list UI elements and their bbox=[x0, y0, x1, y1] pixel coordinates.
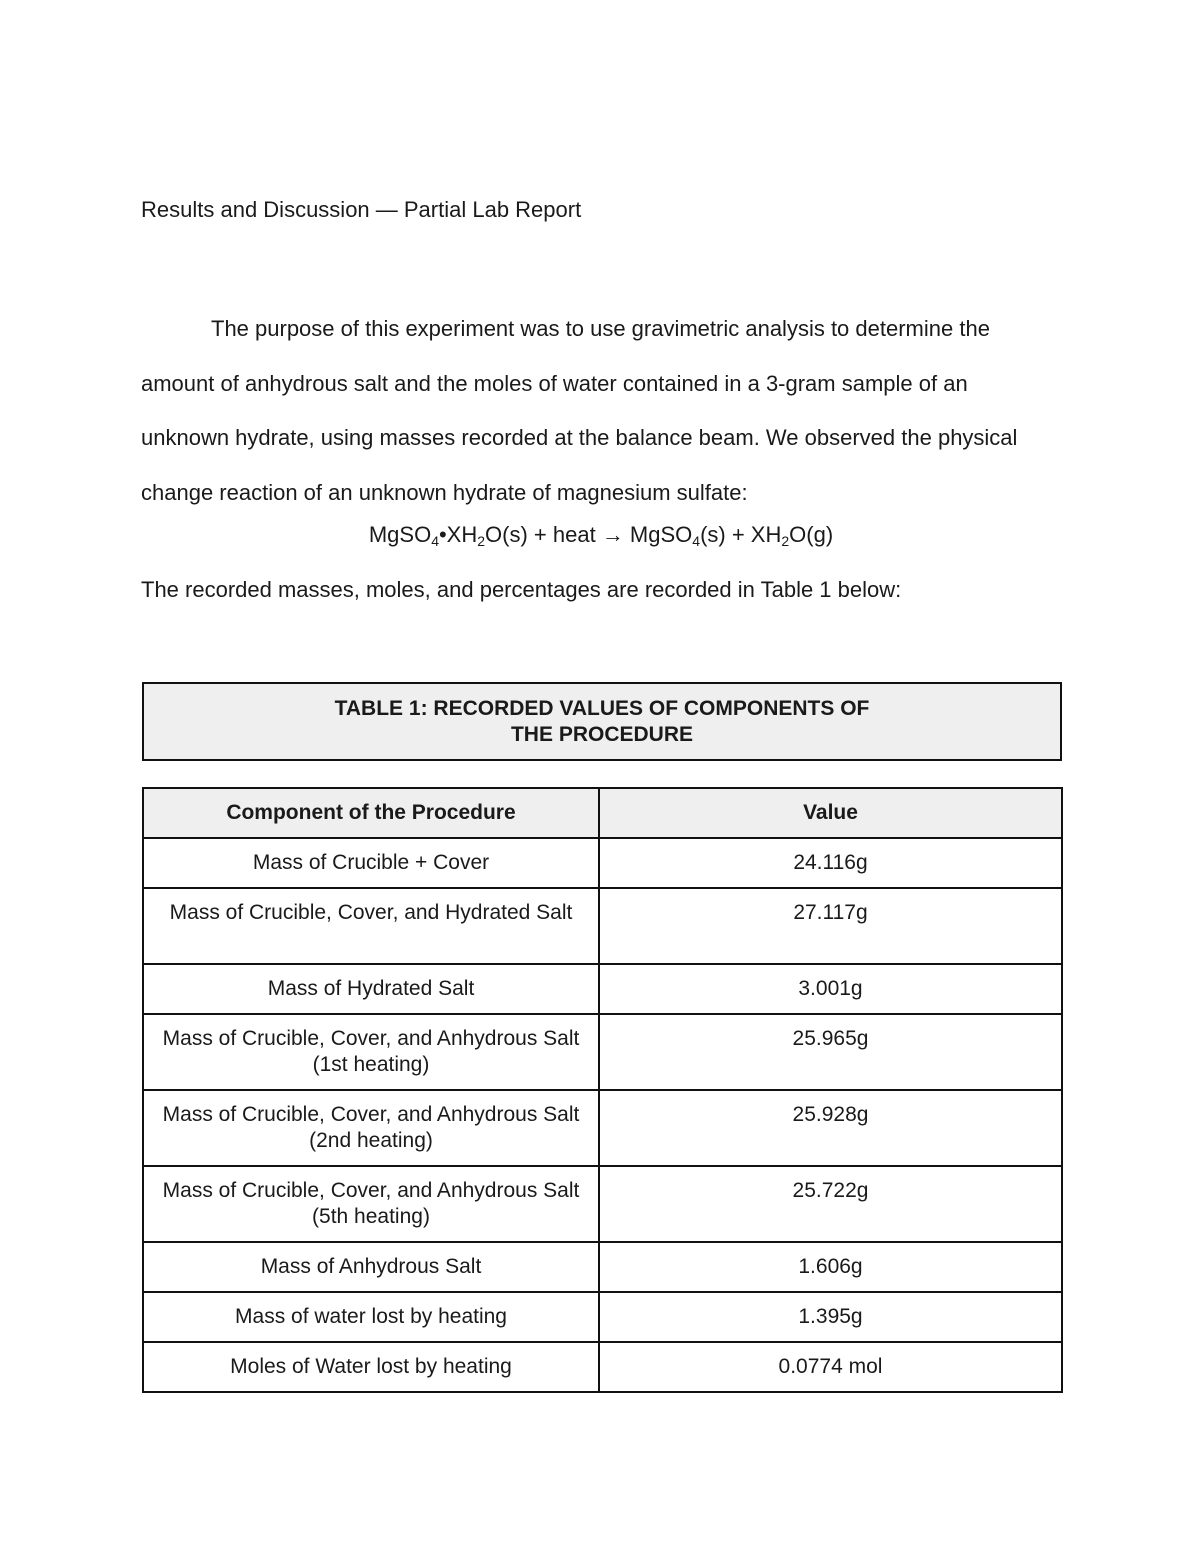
report-heading: Results and Discussion — Partial Lab Report bbox=[141, 197, 582, 222]
table-row bbox=[143, 1090, 1062, 1166]
component-cell: Mass of Anhydrous Salt bbox=[143, 1242, 599, 1292]
table-header-row bbox=[143, 788, 1062, 838]
component-cell: Mass of Crucible, Cover, and Anhydrous Salt (2nd heating) bbox=[143, 1090, 599, 1166]
table-row bbox=[143, 888, 1062, 964]
results-table bbox=[142, 787, 1063, 1393]
table-title-line: THE PROCEDURE bbox=[510, 722, 694, 746]
value-cell: 25.965g bbox=[599, 1014, 1062, 1090]
component-cell: Mass of water lost by heating bbox=[143, 1292, 599, 1342]
table-row bbox=[143, 1166, 1062, 1242]
value-cell: 25.722g bbox=[599, 1166, 1062, 1242]
chemical-equation bbox=[141, 520, 1061, 550]
component-cell: Mass of Crucible, Cover, and Anhydrous Salt (5th heating) bbox=[143, 1166, 599, 1242]
table-row bbox=[143, 838, 1062, 888]
equation-part: (s) + XH bbox=[700, 522, 782, 547]
table-title-line: TABLE 1: RECORDED VALUES OF COMPONENTS OF bbox=[334, 696, 870, 720]
purpose-paragraph bbox=[141, 302, 1061, 520]
table-intro-text: The recorded masses, moles, and percentages are recorded in Table 1 below: bbox=[141, 577, 902, 602]
table-row bbox=[143, 1342, 1062, 1392]
equation-subscript: 2 bbox=[477, 533, 486, 549]
equation-part: O(s) + heat → MgSO bbox=[485, 522, 693, 547]
purpose-paragraph-text: The purpose of this experiment was to use gravimetric analysis to determine the amount of anhydrous salt and the moles of water contained in a 3-gram sample of an unknown hydrate, using masses recorded at the balance beam. We observed the physical change reaction of an unknown hydrate of magnesium sulfate: bbox=[141, 316, 1018, 505]
table-row bbox=[143, 1242, 1062, 1292]
equation-part: •XH bbox=[438, 522, 478, 547]
value-cell: 27.117g bbox=[599, 888, 1062, 964]
value-cell: 0.0774 mol bbox=[599, 1342, 1062, 1392]
equation-part: MgSO bbox=[368, 522, 432, 547]
table-title bbox=[282, 696, 922, 748]
component-cell: Mass of Hydrated Salt bbox=[143, 964, 599, 1014]
table-title-box bbox=[142, 682, 1062, 761]
component-cell: Mass of Crucible + Cover bbox=[143, 838, 599, 888]
column-header-component: Component of the Procedure bbox=[143, 788, 599, 838]
equation-subscript: 4 bbox=[431, 533, 439, 549]
equation-subscript: 2 bbox=[781, 533, 790, 549]
component-cell: Moles of Water lost by heating bbox=[143, 1342, 599, 1392]
equation-subscript: 4 bbox=[692, 533, 701, 549]
value-cell: 3.001g bbox=[599, 964, 1062, 1014]
value-cell: 24.116g bbox=[599, 838, 1062, 888]
value-cell: 25.928g bbox=[599, 1090, 1062, 1166]
value-cell: 1.395g bbox=[599, 1292, 1062, 1342]
component-cell: Mass of Crucible, Cover, and Hydrated Salt bbox=[143, 888, 599, 964]
table-row bbox=[143, 964, 1062, 1014]
column-header-value: Value bbox=[599, 788, 1062, 838]
value-cell: 1.606g bbox=[599, 1242, 1062, 1292]
component-cell: Mass of Crucible, Cover, and Anhydrous Salt (1st heating) bbox=[143, 1014, 599, 1090]
equation-part: O(g) bbox=[789, 522, 834, 547]
table-row bbox=[143, 1292, 1062, 1342]
table-row bbox=[143, 1014, 1062, 1090]
